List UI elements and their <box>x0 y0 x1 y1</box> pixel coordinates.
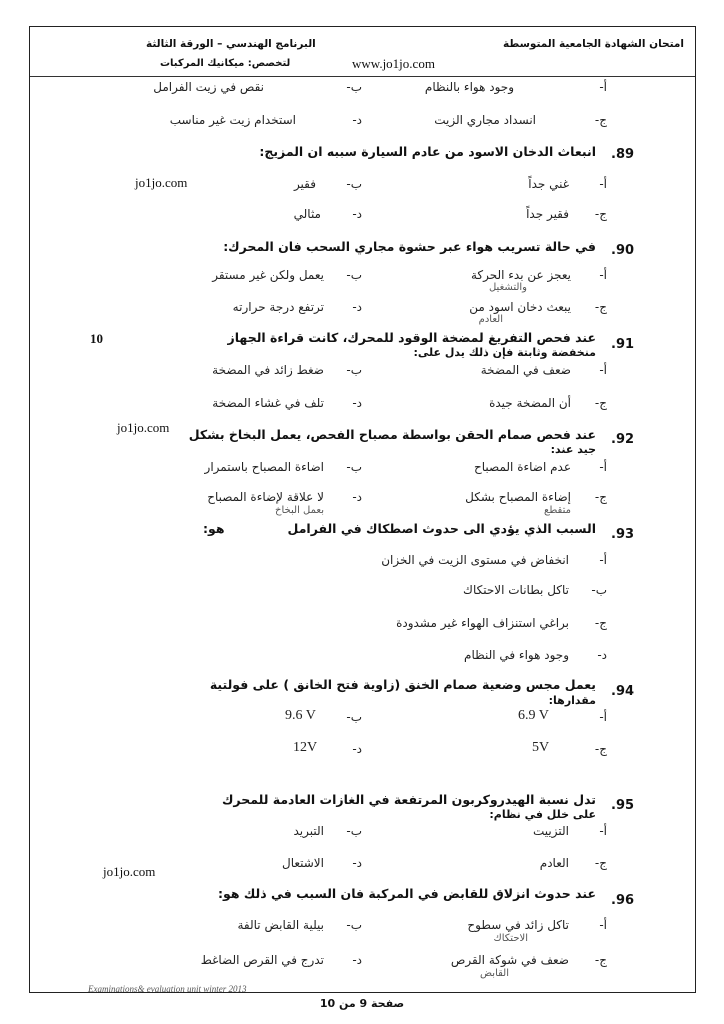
q93-d-label: د- <box>597 648 607 662</box>
q93-d: وجود هواء في النظام <box>464 648 569 662</box>
q96-d: تدرج في القرص الضاغط <box>200 953 324 967</box>
q89-a-label: أ- <box>599 177 607 191</box>
q94-a-label: أ- <box>599 710 607 724</box>
watermark-1: jo1jo.com <box>135 175 188 190</box>
q96-b-label: ب- <box>346 918 362 932</box>
q92-c-cont: متقطع <box>544 505 571 516</box>
q94-c: 5V <box>532 740 550 755</box>
program-title: البرنامج الهندسي – الورقة الثالثة <box>146 38 316 50</box>
q91-d-label: د- <box>352 396 362 410</box>
q93-a-label: أ- <box>599 553 607 567</box>
q94-text: يعمل مجس وضعية صمام الخنق (زاوية فتح الخانق ) على فولتية <box>209 677 596 692</box>
q94-d-label: د- <box>352 742 362 756</box>
q96-c-cont: القابض <box>480 968 509 979</box>
q92-d-cont: بعمل البخاخ <box>275 505 324 516</box>
q94-b: 9.6 V <box>285 708 316 723</box>
q92-a-label: أ- <box>599 460 607 474</box>
q91-a: ضعف في المضخة <box>480 363 571 377</box>
q96-a-label: أ- <box>599 918 607 932</box>
q96-b: بيلية القابض تالفة <box>237 918 324 932</box>
q91-b-label: ب- <box>346 363 362 377</box>
q95-text-2: على خلل في نظام: <box>489 808 596 821</box>
q95-a-label: أ- <box>599 824 607 838</box>
q91-text-2: منخفضة وثابتة فإن ذلك يدل على: <box>413 346 596 359</box>
q90-d: ترتفع درجة حرارته <box>232 300 324 314</box>
q96-c: ضعف في شوكة القرص <box>450 953 569 967</box>
q94-number: .94 <box>611 684 635 699</box>
q93-b: تاكل بطانات الاحتكاك <box>463 583 569 597</box>
q91-c-label: ج- <box>594 396 607 410</box>
q95-c-label: ج- <box>594 856 607 870</box>
footer-unit: Examinations& evaluation unit winter 2013 <box>88 984 247 994</box>
q92-text-2: جيد عند: <box>550 443 596 456</box>
q90-c: يبعث دخان اسود من <box>469 300 571 314</box>
q89-b: فقير <box>293 177 316 191</box>
side-number: 10 <box>90 331 103 346</box>
exam-title: امتحان الشهادة الجامعية المتوسطة <box>502 38 684 50</box>
q96-number: .96 <box>611 893 635 908</box>
q88-b-label: ب- <box>346 80 362 94</box>
q89-text: انبعاث الدخان الاسود من عادم السيارة سببه ان المزيج: <box>259 144 596 159</box>
q89-a: غني جداً <box>528 177 569 191</box>
q89-d: مثالي <box>293 207 321 221</box>
q95-b: التبريد <box>293 824 324 838</box>
q92-c-label: ج- <box>594 490 607 504</box>
q96-a-cont: الاحتكاك <box>493 933 528 944</box>
q90-a-label: أ- <box>599 268 607 282</box>
q91-b: ضغط زائد في المضخة <box>212 363 324 377</box>
q94-d: 12V <box>293 740 318 755</box>
q91-a-label: أ- <box>599 363 607 377</box>
q95-b-label: ب- <box>346 824 362 838</box>
q89-number: .89 <box>611 147 635 162</box>
q96-a: تاكل زائد في سطوح <box>467 918 569 932</box>
q96-d-label: د- <box>352 953 362 967</box>
q88-a: وجود هواء بالنظام <box>424 80 514 94</box>
q91-text: عند فحص التفريغ لمضخة الوقود للمحرك، كانت قراءة الجهاز <box>227 330 596 345</box>
q90-c-cont: العادم <box>478 314 503 325</box>
website: www.jo1jo.com <box>352 56 435 71</box>
specialty: لتخصص: ميكانيك المركبات <box>160 58 291 69</box>
q96-c-label: ج- <box>594 953 607 967</box>
q90-a: يعجز عن بدء الحركة <box>470 268 571 282</box>
q93-b-label: ب- <box>591 583 607 597</box>
q94-b-label: ب- <box>346 710 362 724</box>
watermark-3: jo1jo.com <box>103 864 156 879</box>
q96-text: عند حدوث انزلاق للقابض في المركبة فان السبب في ذلك هو: <box>218 886 596 901</box>
q92-a: عدم اضاءة المصباح <box>474 460 571 474</box>
q88-c: انسداد مجاري الزيت <box>434 113 536 127</box>
q89-d-label: د- <box>352 207 362 221</box>
q92-b: اضاءة المصباح باستمرار <box>204 460 324 474</box>
q90-a-cont: والتشغيل <box>488 282 527 293</box>
q90-b: يعمل ولكن غير مستقر <box>212 268 324 282</box>
q90-c-label: ج- <box>594 300 607 314</box>
q94-text-2: مقدارها: <box>548 694 596 707</box>
q88-d: استخدام زيت غير مناسب <box>169 113 296 127</box>
q90-b-label: ب- <box>346 268 362 282</box>
q95-d: الاشتعال <box>281 856 324 870</box>
q93-c-label: ج- <box>594 616 607 630</box>
q95-text: تدل نسبة الهيدروكربون المرتفعة في الغازات العادمة للمحرك <box>221 792 596 807</box>
watermark-2: jo1jo.com <box>117 420 170 435</box>
page-frame <box>29 26 696 993</box>
q88-b: نقص في زيت الفرامل <box>153 80 264 94</box>
q92-b-label: ب- <box>346 460 362 474</box>
q90-number: .90 <box>611 243 635 258</box>
q91-d: تلف في غشاء المضخة <box>212 396 324 410</box>
q89-c: فقير جداً <box>526 207 569 221</box>
q90-text: في حالة تسريب هواء عبر حشوة مجاري السحب فان المحرك: <box>223 239 596 254</box>
q88-a-label: أ- <box>599 80 607 94</box>
q93-text-end: هو: <box>203 521 225 536</box>
q88-d-label: د- <box>352 113 362 127</box>
q92-text: عند فحص صمام الحقن بواسطة مصباح الفحص، يعمل البخاخ بشكل <box>188 427 596 442</box>
q93-c: براغي استنزاف الهواء غير مشدودة <box>396 616 569 630</box>
q94-a: 6.9 V <box>518 708 549 723</box>
q94-c-label: ج- <box>594 742 607 756</box>
q90-d-label: د- <box>352 300 362 314</box>
q93-text: السبب الذي يؤدي الى حدوث اصطكاك في الفرامل <box>287 521 596 536</box>
q92-d: لا علاقة لإضاءة المصباح <box>207 490 324 504</box>
q93-a: انخفاض في مستوى الزيت في الخزان <box>381 553 569 567</box>
q95-c: العادم <box>539 856 569 870</box>
q95-d-label: د- <box>352 856 362 870</box>
q95-a: التزييت <box>533 824 569 838</box>
q91-number: .91 <box>611 337 635 352</box>
q91-c: أن المضخة جيدة <box>489 396 571 410</box>
header-divider <box>30 76 695 77</box>
q93-number: .93 <box>611 527 635 542</box>
q89-c-label: ج- <box>594 207 607 221</box>
page-number: صفحة 9 من 10 <box>319 997 405 1010</box>
q92-d-label: د- <box>352 490 362 504</box>
q92-number: .92 <box>611 432 635 447</box>
q92-c: إضاءة المصباح بشكل <box>465 490 571 504</box>
q89-b-label: ب- <box>346 177 362 191</box>
q88-c-label: ج- <box>594 113 607 127</box>
q95-number: .95 <box>611 798 635 813</box>
